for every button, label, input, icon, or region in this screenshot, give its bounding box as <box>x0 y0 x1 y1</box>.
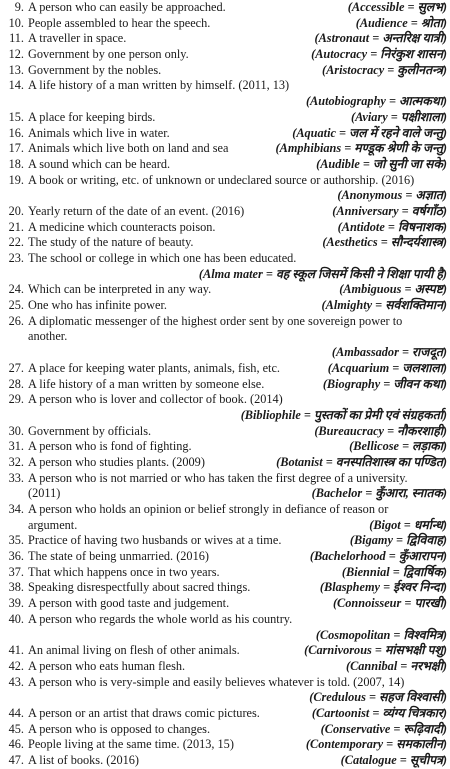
entry-line <box>0 63 450 79</box>
entry-line <box>0 612 450 628</box>
entry-number: 33. <box>8 470 24 485</box>
entry-line <box>0 596 450 612</box>
entry-number <box>3 94 24 110</box>
entry-line <box>0 408 450 424</box>
entry-answer: (Credulous = सहज विश्वासी) <box>309 690 447 705</box>
entry-definition: A life history of a man written by someone else. <box>28 376 265 391</box>
entry-number: 23. <box>8 251 24 265</box>
entry-answer: (Ambassador = राजदूत) <box>331 345 447 360</box>
entry-number: 35. <box>8 533 24 548</box>
entry-line <box>0 329 450 345</box>
entry-answer: (Almighty = सर्वशक्तिमान) <box>321 298 447 313</box>
entry-line <box>0 345 450 361</box>
entry-number: 9. <box>14 0 24 14</box>
entry-line <box>0 502 450 518</box>
entry-definition: another. <box>28 329 68 344</box>
entry-answer: (Aesthetics = सौन्दर्यशास्त्र) <box>322 235 447 250</box>
entry-number: 42. <box>8 658 24 673</box>
entry-number: 22. <box>8 235 24 250</box>
entry-definition: A person who studies plants. (2009) <box>28 454 205 469</box>
entry-line <box>0 455 450 471</box>
entry-answer: (Bachelorhood = कुँआरापन) <box>309 549 447 564</box>
entry-line <box>0 675 450 691</box>
entry-definition: A traveller in space. <box>28 31 127 46</box>
entry-line <box>0 126 450 142</box>
entry-number: 20. <box>8 203 24 218</box>
entry-answer <box>443 78 447 94</box>
entry-line <box>0 235 450 251</box>
entry-number: 40. <box>8 611 24 626</box>
entry-line <box>0 706 450 722</box>
entry-definition: That which happens once in two years. <box>28 564 220 579</box>
entry-number: 44. <box>8 705 24 720</box>
entry-number: 45. <box>8 721 24 736</box>
entry-definition: A person who is not married or who has taken the first degree of a university. <box>28 470 408 485</box>
entry-answer: (Bigot = धर्मान्ध) <box>369 517 447 532</box>
entry-answer: (Audience = श्रोता) <box>355 15 447 30</box>
entry-definition: A list of books. (2016) <box>28 753 140 767</box>
entry-answer: (Acquarium = जलशाला) <box>327 360 447 375</box>
entry-number: 27. <box>8 360 24 375</box>
entry-definition: A person who eats human flesh. <box>28 658 186 673</box>
entry-definition: Practice of having two husbands or wives at a time. <box>28 533 282 548</box>
entry-line <box>0 486 450 502</box>
entry-number: 15. <box>8 109 24 124</box>
entry-answer: (Aquatic = जल में रहने वाले जन्तु) <box>292 125 447 140</box>
entry-definition: The school or college in which one has been educated. <box>28 251 297 265</box>
entry-number <box>3 518 24 534</box>
entry-number <box>3 345 24 361</box>
entry-line <box>0 659 450 675</box>
entry-answer: (Anonymous = अज्ञात) <box>337 188 447 203</box>
entry-number: 39. <box>8 596 24 611</box>
entry-answer <box>443 612 447 628</box>
entry-definition: Yearly return of the date of an event. (2016) <box>28 203 245 218</box>
entry-definition: A place for keeping water plants, animals, fish, etc. <box>28 360 281 375</box>
entry-line <box>0 16 450 32</box>
entry-definition: Government by the nobles. <box>28 62 162 77</box>
entry-line <box>0 424 450 440</box>
entry-answer: (Cartoonist = व्यंग्य चित्रकार) <box>311 705 447 720</box>
entry-number: 14. <box>8 78 24 93</box>
entry-definition: Speaking disrespectfully about sacred things. <box>28 580 251 595</box>
entry-line <box>0 31 450 47</box>
entry-number: 38. <box>8 580 24 595</box>
entry-definition: An animal living on flesh of other animals. <box>28 643 240 658</box>
entry-answer: (Autobiography = आत्मकथा) <box>305 94 447 109</box>
entry-answer <box>443 173 447 189</box>
entry-number: 32. <box>8 454 24 469</box>
entry-line <box>0 533 450 549</box>
entry-definition: argument. <box>28 517 78 532</box>
entry-line <box>0 204 450 220</box>
entry-definition: Government by officials. <box>28 423 152 438</box>
entry-line <box>0 298 450 314</box>
entry-definition: One who has infinite power. <box>28 298 167 313</box>
entry-number: 16. <box>8 125 24 140</box>
entry-line <box>0 518 450 534</box>
entry-number: 18. <box>8 156 24 171</box>
entry-number: 13. <box>8 62 24 77</box>
entry-number: 28. <box>8 376 24 391</box>
entry-definition: A person who is very-simple and easily believes whatever is told. (2007, 14) <box>28 674 405 689</box>
entry-line <box>0 737 450 753</box>
entry-number: 37. <box>8 564 24 579</box>
entry-line <box>0 173 450 189</box>
entry-line <box>0 0 450 16</box>
entry-line <box>0 282 450 298</box>
entry-answer: (Ambiguous = अस्पष्ट) <box>339 282 447 297</box>
entry-answer <box>443 251 447 267</box>
entry-number: 21. <box>8 219 24 234</box>
entry-answer: (Connoisseur = पारखी) <box>332 596 447 611</box>
entry-answer: (Aviary = पक्षीशाला) <box>351 109 447 124</box>
entry-line <box>0 188 450 204</box>
entry-line <box>0 628 450 644</box>
entry-line <box>0 157 450 173</box>
entry-definition: Animals which live both on land and sea <box>28 141 229 156</box>
entry-definition: The study of the nature of beauty. <box>28 235 194 250</box>
entry-definition: People living at the same time. (2013, 15) <box>28 737 234 752</box>
entry-line <box>0 267 450 283</box>
entry-answer: (Amphibians = मण्डूक श्रेणी के जन्तु) <box>275 141 447 156</box>
entry-definition: A sound which can be heard. <box>28 156 171 171</box>
entry-definition: People assembled to hear the speech. <box>28 15 211 30</box>
entry-line <box>0 549 450 565</box>
entry-definition: Which can be interpreted in any way. <box>28 282 212 297</box>
entry-number: 11. <box>9 31 24 46</box>
entry-number: 43. <box>8 674 24 689</box>
entry-number <box>3 486 24 502</box>
entry-number <box>3 690 24 706</box>
entry-number <box>3 188 24 204</box>
entry-answer: (Antidote = विषनाशक) <box>337 219 447 234</box>
entry-answer: (Conservative = रूढ़िवादी) <box>320 721 447 736</box>
entry-line <box>0 47 450 63</box>
entry-definition: A life history of a man written by himself. (2011, 13) <box>28 78 290 93</box>
entry-answer: (Accessible = सुलभ) <box>347 0 447 14</box>
entry-line <box>0 78 450 94</box>
entry-line <box>0 690 450 706</box>
entry-number: 10. <box>8 15 24 30</box>
entry-definition: A person with good taste and judgement. <box>28 596 230 611</box>
entry-answer: (Anniversary = वर्षगाँठ) <box>332 203 447 218</box>
entry-line <box>0 565 450 581</box>
entry-definition: A medicine which counteracts poison. <box>28 219 216 234</box>
entry-definition: Animals which live in water. <box>28 125 170 140</box>
entry-number: 41. <box>8 643 24 658</box>
entry-definition: A person who is opposed to changes. <box>28 721 211 736</box>
entry-answer: (Blasphemy = ईश्वर निन्दा) <box>319 580 447 595</box>
entry-line <box>0 251 450 267</box>
entry-line <box>0 110 450 126</box>
entry-number: 31. <box>8 439 24 454</box>
entry-line <box>0 314 450 330</box>
entry-number: 25. <box>8 298 24 313</box>
entry-definition: A person who regards the whole world as his country. <box>28 611 293 626</box>
entry-definition: The state of being unmarried. (2016) <box>28 549 209 564</box>
entry-answer <box>443 392 447 408</box>
entry-answer: (Alma mater = वह स्कूल जिसमें किसी ने शिक्षा पायी है) <box>198 266 447 281</box>
entry-answer: (Biography = जीवन कथा) <box>322 376 447 391</box>
entry-number: 47. <box>8 753 24 767</box>
entry-definition: Government by one person only. <box>28 47 189 62</box>
entry-answer: (Cannibal = नरभक्षी) <box>345 658 447 673</box>
entry-definition: A place for keeping birds. <box>28 109 156 124</box>
entry-line <box>0 392 450 408</box>
entry-line <box>0 361 450 377</box>
entry-answer <box>443 329 447 345</box>
entry-number <box>3 628 24 644</box>
entry-definition: A person who is lover and collector of book. (2014) <box>28 392 283 407</box>
entry-definition: A person who can easily be approached. <box>28 0 226 14</box>
entry-number: 29. <box>8 392 24 407</box>
entry-number: 17. <box>8 141 24 156</box>
entry-number <box>3 267 24 283</box>
entry-number: 26. <box>8 313 24 328</box>
entry-number: 30. <box>8 423 24 438</box>
entry-answer <box>443 502 447 518</box>
entry-answer <box>443 675 447 691</box>
entry-line <box>0 722 450 738</box>
entry-answer: (Bellicose = लड़ाका) <box>349 439 447 454</box>
entry-definition: A person who is fond of fighting. <box>28 439 192 454</box>
entry-answer: (Contemporary = समकालीन) <box>305 737 447 752</box>
entry-line <box>0 220 450 236</box>
entry-answer: (Bureaucracy = नौकरशाही) <box>314 423 447 438</box>
entry-answer: (Aristocracy = कुलीनतन्त्र) <box>322 62 447 77</box>
entry-answer: (Bachelor = कुँआरा, स्नातक) <box>311 486 447 501</box>
entry-number: 12. <box>8 47 24 62</box>
entry-definition: A person or an artist that draws comic pictures. <box>28 705 260 720</box>
entry-answer <box>443 314 447 330</box>
entry-answer: (Audible = जो सुनी जा सके) <box>316 156 447 171</box>
entry-answer: (Botanist = वनस्पतिशास्त्र का पण्डित) <box>276 454 447 469</box>
entry-number <box>3 408 24 424</box>
entry-line <box>0 471 450 487</box>
entry-line <box>0 141 450 157</box>
entry-number <box>3 329 24 345</box>
entry-number: 46. <box>8 737 24 752</box>
entry-answer: (Bibliophile = पुस्तकों का प्रेमी एवं संग्रहकर्ता) <box>240 407 447 422</box>
entry-definition: (2011) <box>28 486 61 501</box>
entry-definition: A diplomatic messenger of the highest order sent by one sovereign power to <box>28 313 403 328</box>
entry-answer: (Autocracy = निरंकुश शासन) <box>311 47 447 62</box>
entry-line <box>0 753 450 769</box>
entry-number: 34. <box>8 502 24 516</box>
entry-line <box>0 580 450 596</box>
entry-answer: (Cosmopolitan = विश्वमित्र) <box>315 627 447 642</box>
entry-answer: (Catalogue = सूचीपत्र) <box>340 753 447 767</box>
entry-definition: A book or writing, etc. of unknown or undeclared source or authorship. (2016) <box>28 172 415 187</box>
entry-number: 36. <box>8 549 24 564</box>
entry-line <box>0 439 450 455</box>
entry-answer: (Astronaut = अन्तरिक्ष यात्री) <box>314 31 447 46</box>
entry-line <box>0 377 450 393</box>
entry-answer <box>443 471 447 487</box>
entry-answer: (Bigamy = द्विविवाह) <box>349 533 447 548</box>
entry-answer: (Biennial = द्विवार्षिक) <box>341 564 447 579</box>
entry-line <box>0 94 450 110</box>
entry-number: 19. <box>8 172 24 187</box>
entry-definition: A person who holds an opinion or belief strongly in defiance of reason or <box>28 502 389 516</box>
entry-number: 24. <box>8 282 24 297</box>
entry-answer: (Carnivorous = मांसभक्षी पशु) <box>304 643 447 658</box>
entry-line <box>0 643 450 659</box>
